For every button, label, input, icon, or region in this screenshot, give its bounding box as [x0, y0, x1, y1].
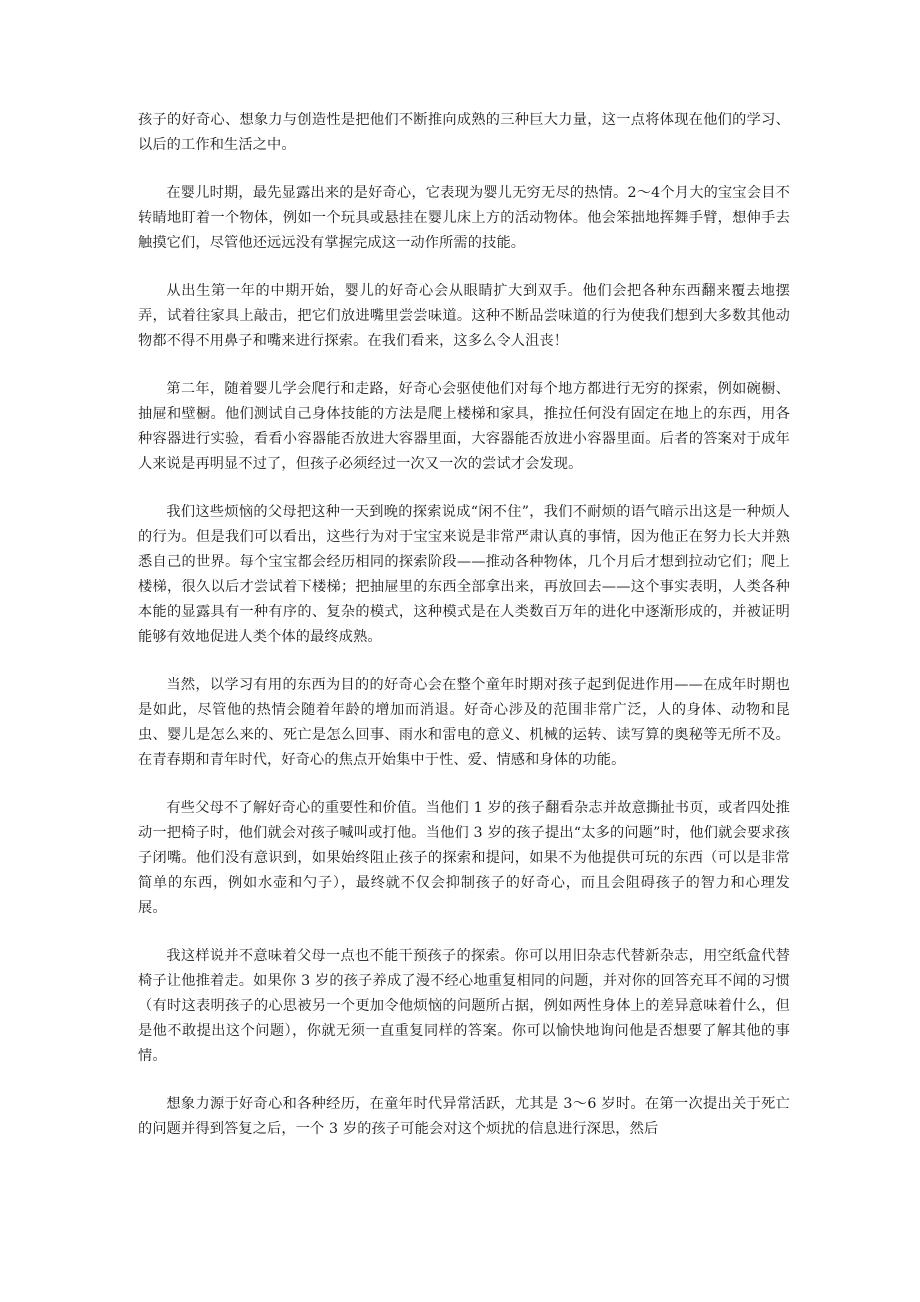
- paragraph-6: 当然，以学习有用的东西为目的的好奇心会在整个童年时期对孩子起到促进作用——在成年时期也是如此，尽管他的热情会随着年龄的增加而消退。好奇心涉及的范围非常广泛，人的身体、动物和昆虫、婴儿是怎么来的、死亡是怎么回事、雨水和雷电的意义、机械的运转、读写算的奥秘等无所不及。在青春期和青年时代，好奇心的焦点开始集中于性、爱、情感和身体的功能。: [138, 677, 790, 768]
- paragraph-8: 我这样说并不意味着父母一点也不能干预孩子的探索。你可以用旧杂志代替新杂志，用空纸盒代替椅子让他推着走。如果你 3 岁的孩子养成了漫不经心地重复相同的问题，并对你的回答充耳不闻的习惯（有时这表明孩子的心思被另一个更加令他烦恼的问题所占据，例如两性身体上的差异意味着什么，但是他不敢提出这个问题），你就无须一直重复同样的答案。你可以愉快地询问他是否想要了解其他的事情。: [138, 948, 790, 1064]
- paragraph-5: 我们这些烦恼的父母把这种一天到晚的探索说成“闲不住”，我们不耐烦的语气暗示出这是一种烦人的行为。但是我们可以看出，这些行为对于宝宝来说是非常严肃认真的事情，因为他正在努力长大并熟悉自己的世界。每个宝宝都会经历相同的探索阶段——推动各种物体，几个月后才想到拉动它们；爬上楼梯，很久以后才尝试着下楼梯；把抽屉里的东西全部拿出来，再放回去——这个事实表明，人类各种本能的显露具有一种有序的、复杂的模式，这种模式是在人类数百万年的进化中逐渐形成的，并被证明能够有效地促进人类个体的最终成熟。: [138, 504, 790, 645]
- paragraph-4: 第二年，随着婴儿学会爬行和走路，好奇心会驱使他们对每个地方都进行无穷的探索，例如碗橱、抽屉和壁橱。他们测试自己身体技能的方法是爬上楼梯和家具，推拉任何没有固定在地上的东西，用各种容器进行实验，看看小容器能否放进大容器里面，大容器能否放进小容器里面。后者的答案对于成年人来说是再明显不过了，但孩子必须经过一次又一次的尝试才会发现。: [138, 381, 790, 472]
- document-body: [138, 108, 790, 1165]
- paragraph-9: 想象力源于好奇心和各种经历，在童年时代异常活跃，尤其是 3～6 岁时。在第一次提出关于死亡的问题并得到答复之后，一个 3 岁的孩子可能会对这个烦扰的信息进行深思，然后: [138, 1096, 790, 1137]
- paragraph-7: 有些父母不了解好奇心的重要性和价值。当他们 1 岁的孩子翻看杂志并故意撕扯书页，或者四处推动一把椅子时，他们就会对孩子喊叫或打他。当他们 3 岁的孩子提出“太多的问题”时，他们就会要求孩子闭嘴。他们没有意识到，如果始终阻止孩子的探索和提问，如果不为他提供可玩的东西（可以是非常简单的东西，例如水壶和勺子），最终就不仅会抑制孩子的好奇心，而且会阻碍孩子的智力和心理发展。: [138, 800, 790, 916]
- paragraph-3: 从出生第一年的中期开始，婴儿的好奇心会从眼睛扩大到双手。他们会把各种东西翻来覆去地摆弄，试着往家具上敲击，把它们放进嘴里尝尝味道。这种不断品尝味道的行为使我们想到大多数其他动物都不得不用鼻子和嘴来进行探索。在我们看来，这多么令人沮丧！: [138, 283, 790, 349]
- paragraph-1: 孩子的好奇心、想象力与创造性是把他们不断推向成熟的三种巨大力量，这一点将体现在他们的学习、以后的工作和生活之中。: [138, 112, 790, 153]
- paragraph-2: 在婴儿时期，最先显露出来的是好奇心，它表现为婴儿无穷无尽的热情。2～4个月大的宝宝会目不转睛地盯着一个物体，例如一个玩具或悬挂在婴儿床上方的活动物体。他会笨拙地挥舞手臂，想伸手去触摸它们，尽管他还远远没有掌握完成这一动作所需的技能。: [138, 185, 790, 251]
